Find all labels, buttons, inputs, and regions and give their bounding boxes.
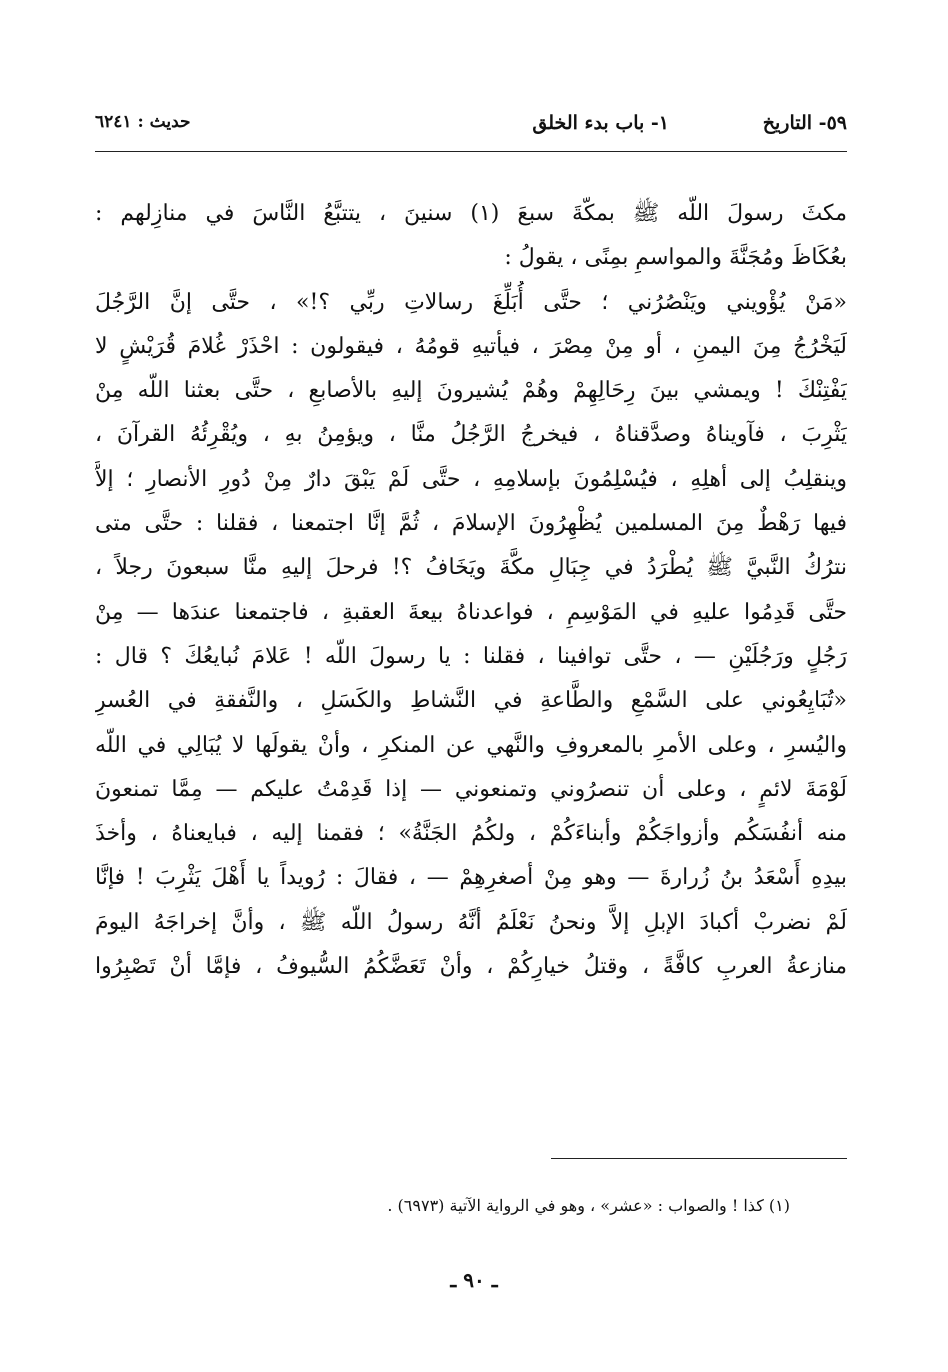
text-line: منازعةُ العربِ كافَّةً ، وقتلُ خيارِكُمْ ، وأنْ تَعَضَّكُمُ السُّيوفُ ، فإمَّا أنْ تَصْبِرُوا xyxy=(95,954,847,980)
text-line: حتَّى قَدِمُوا عليهِ في المَوْسِمِ ، فواعدناهُ بيعةَ العقبةِ ، فاجتمعنا عندَها — مِنْ xyxy=(95,599,847,625)
text-line: لَوْمَةَ لائمٍ ، وعلى أن تنصرُوني وتمنعوني — إذا قَدِمْتُ عليكم — مِمَّا تمنعونَ xyxy=(95,776,847,802)
footnote: (١) كذا ! والصواب : «عشر» ، وهو في الرواية الآتية (٦٩٧٣) . xyxy=(387,1196,790,1215)
chapter-title: ٥٩- التاريخ xyxy=(762,112,847,134)
text-line: بعُكَاظَ ومُجَنَّةَ والمواسمِ بمِنًى ، يقولُ : xyxy=(504,245,847,271)
text-line: منه أنفُسَكُم وأزواجَكُمْ وأبناءَكُمْ ، ولكُمُ الجَنَّةُ» ؛ فقمنا إليه ، فبايعناهُ ، وأخذَ xyxy=(95,821,847,847)
running-header xyxy=(95,112,847,142)
text-line: يَفْتِنْكَ ! ويمشي بينَ رِحَالِهِمْ وهُمْ يُشيرونَ إليهِ بالأصابعِ ، حتَّى بعثنا اللّه مِنْ xyxy=(95,378,847,404)
text-line: لَيَخْرُجُ مِنَ اليمنِ ، أو مِنْ مِصْرَ ، فيأتيهِ قومُهُ ، فيقولون : احْذَرْ غُلامَ قُرَيْشٍ لا xyxy=(95,333,847,359)
text-line: «مَنْ يُؤْويني ويَنْصُرُني ؛ حتَّى أُبَلِّغَ رسالاتِ ربِّي ؟!» ، حتَّى إنَّ الرَّجُلَ xyxy=(95,289,847,315)
page-number: ـ ٩٠ ـ xyxy=(450,1268,498,1292)
hadith-number: حديث : ٦٢٤١ xyxy=(95,112,191,132)
text-line: «تُبَايِعُوني على السَّمْعِ والطَّاعةِ في النَّشاطِ والكَسَلِ ، والنَّفقةِ في العُسرِ xyxy=(95,688,847,714)
text-line: بيدِهِ أَسْعَدُ بنُ زُرارةَ — وهو مِنْ أصغرِهِمْ — ، فقالَ : رُويداً يا أَهْلَ يَثْرِبَ ! فإنَّا xyxy=(95,865,847,891)
header-divider xyxy=(95,151,847,152)
text-line: رَجُلٍ ورَجُلَيْنِ — ، حتَّى توافينا ، فقلنا : يا رسولَ اللّه ! عَلامَ نُبايعُكَ ؟ قال : xyxy=(95,643,847,669)
footnote-divider xyxy=(551,1158,847,1159)
text-line: واليُسرِ ، وعلى الأمرِ بالمعروفِ والنَّهي عن المنكرِ ، وأنْ يقولَها لا يُبَالِي في اللّه xyxy=(95,732,847,758)
text-line: نترُكُ النَّبيَّ ﷺ يُطْرَدُ في جِبَالِ مكَّةَ ويَخَافُ ؟! فرحلَ إليهِ منَّا سبعونَ رجلاً ، xyxy=(95,555,847,581)
text-line: لَمْ نضربْ أكبادَ الإبلِ إلاَّ ونحنُ نَعْلَمُ أنَّهُ رسولُ اللّه ﷺ ، وأنَّ إخراجَهُ اليومَ xyxy=(95,909,847,935)
text-line: وينقلِبُ إلى أهلِهِ ، فيُسْلِمُونَ بإسلامِهِ ، حتَّى لَمْ يَبْقَ دارٌ مِنْ دُورِ الأنصارِ ؛ إلاَّ xyxy=(95,466,847,492)
main-text xyxy=(95,192,847,989)
section-title: ١- باب بدء الخلق xyxy=(532,112,669,134)
text-line: فيها رَهْطٌ مِنَ المسلمين يُظْهِرُونَ الإسلامَ ، ثُمَّ إنَّا اجتمعنا ، فقلنا : حتَّى متى xyxy=(95,511,847,537)
text-line: يَثْرِبَ ، فآويناهُ وصدَّقناهُ ، فيخرجُ الرَّجُلُ منَّا ، ويؤمِنُ بهِ ، ويُقْرِئُهُ القرآنَ ، xyxy=(95,422,847,448)
text-line: مكثَ رسولَ اللّه ﷺ بمكّةَ سبعَ (١) سنينَ ، يتتبَّعُ النَّاسَ في منازِلهم : xyxy=(95,201,847,226)
